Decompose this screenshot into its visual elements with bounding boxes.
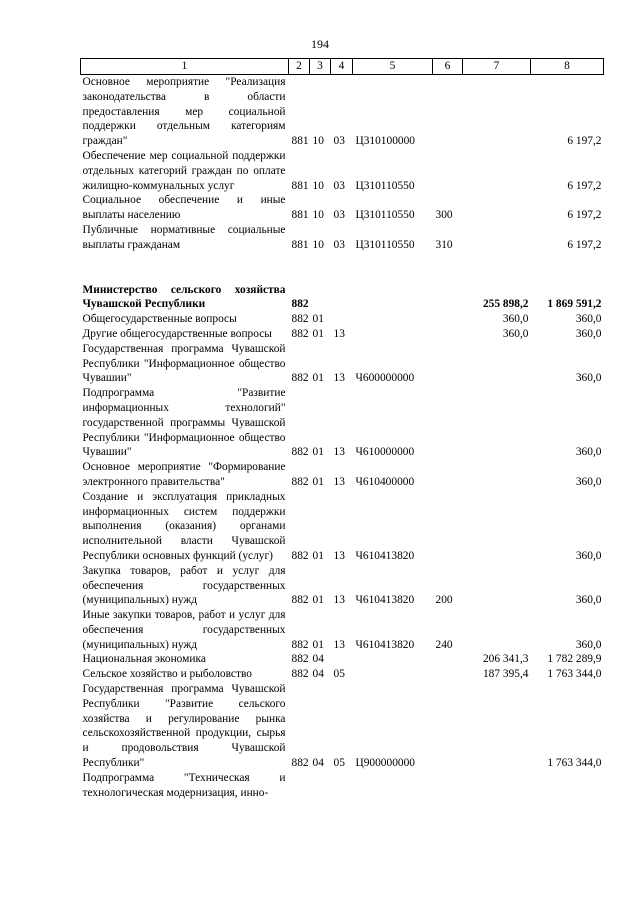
row-section: 01	[312, 372, 324, 385]
row-admin-code: 882	[291, 594, 309, 607]
row-value-col7	[463, 490, 531, 564]
table-row	[81, 771, 604, 801]
row-subsection: 13	[333, 594, 345, 607]
row-value-col7	[463, 75, 531, 149]
row-subsection: 03	[333, 209, 345, 222]
row-admin-code: 882	[291, 549, 309, 562]
row-target-article: Ц310110550	[355, 179, 415, 192]
header-row	[81, 59, 604, 75]
row-value-col8: 1 763 344,0	[547, 757, 602, 770]
table-row	[81, 490, 604, 564]
row-subsection: 05	[333, 757, 345, 770]
table-body	[81, 75, 604, 801]
row-target-article	[353, 667, 433, 682]
row-name: Подпрограмма "Техническая и технологическая модернизация, инно-	[82, 771, 286, 799]
row-expense-type	[433, 327, 463, 342]
row-target-article	[353, 327, 433, 342]
row-target-article: Ч610000000	[355, 446, 415, 459]
row-expense-type	[433, 667, 463, 682]
row-target-article	[353, 771, 433, 801]
page-number: 194	[311, 37, 329, 51]
row-name: Обеспечение мер социальной поддержки отдельных категорий граждан по оплате жилищно-коммунальных услуг	[82, 149, 286, 192]
table-row	[81, 283, 604, 313]
row-expense-type	[433, 342, 463, 386]
row-value-col7	[463, 460, 531, 490]
row-value-col7	[463, 193, 531, 223]
row-section: 10	[312, 209, 324, 222]
row-name: Сельское хозяйство и рыболовство	[82, 668, 252, 681]
row-value-col7	[463, 223, 531, 253]
row-expense-type	[433, 283, 463, 313]
row-name: Министерство сельского хозяйства Чувашской Республики	[82, 283, 286, 311]
column-header: 5	[353, 59, 433, 75]
table-row	[81, 149, 604, 193]
row-value-col8: 360,0	[575, 549, 602, 562]
row-target-article: Ц900000000	[355, 757, 415, 770]
row-expense-type	[433, 386, 463, 460]
row-value-col7	[463, 608, 531, 652]
row-admin-code: 882	[291, 638, 309, 651]
row-section: 04	[312, 653, 324, 666]
table-row	[81, 342, 604, 386]
row-admin-code: 882	[291, 313, 309, 326]
row-value-col8: 1 869 591,2	[547, 298, 602, 311]
row-admin-code: 881	[291, 179, 309, 192]
table-row	[81, 386, 604, 460]
row-value-col7: 255 898,2	[482, 298, 529, 311]
row-name: Подпрограмма "Развитие информационных технологий" государственной программы Чувашской Республики "Информационное общество Чувашии"	[82, 387, 286, 459]
row-section: 01	[312, 638, 324, 651]
row-name: Общегосударственные вопросы	[82, 313, 237, 326]
row-section: 01	[312, 475, 324, 488]
row-target-article: Ц310110550	[355, 238, 415, 251]
column-header: 7	[463, 59, 531, 75]
row-subsection: 13	[333, 638, 345, 651]
table-row	[81, 312, 604, 327]
table-row	[81, 223, 604, 253]
row-admin-code: 882	[291, 475, 309, 488]
table-row	[81, 564, 604, 608]
row-name: Другие общегосударственные вопросы	[82, 327, 272, 340]
row-value-col8: 6 197,2	[567, 135, 602, 148]
row-value-col8: 6 197,2	[567, 209, 602, 222]
row-subsection: 03	[333, 179, 345, 192]
row-admin-code	[289, 771, 310, 801]
row-subsection: 03	[333, 238, 345, 251]
row-target-article: Ц310100000	[355, 135, 415, 148]
column-header: 2	[289, 59, 310, 75]
row-target-article	[353, 652, 433, 667]
row-admin-code: 881	[291, 238, 309, 251]
row-value-col8: 6 197,2	[567, 179, 602, 192]
budget-table	[80, 58, 604, 800]
row-section: 01	[312, 313, 324, 326]
column-header: 4	[331, 59, 353, 75]
row-value-col8: 360,0	[575, 475, 602, 488]
row-expense-type: 240	[435, 638, 453, 651]
column-header: 8	[531, 59, 604, 75]
row-value-col7	[463, 771, 531, 801]
row-section: 01	[312, 594, 324, 607]
row-expense-type: 200	[435, 594, 453, 607]
row-name: Иные закупки товаров, работ и услуг для обеспечения государственных (муниципальных) нужд	[82, 609, 286, 651]
row-name: Основное мероприятие "Формирование электронного правительства"	[82, 461, 286, 488]
column-header: 1	[81, 59, 289, 75]
row-value-col7	[463, 149, 531, 193]
row-target-article: Ч610413820	[355, 638, 415, 651]
row-section: 04	[312, 668, 324, 681]
row-subsection: 13	[333, 446, 345, 459]
row-section	[310, 283, 331, 313]
row-value-col8	[531, 771, 604, 801]
row-expense-type	[433, 149, 463, 193]
row-expense-type	[433, 460, 463, 490]
row-admin-code: 882	[291, 757, 309, 770]
row-target-article: Ч610400000	[355, 475, 415, 488]
row-value-col8: 360,0	[575, 446, 602, 459]
row-value-col8: 360,0	[575, 313, 602, 326]
row-admin-code: 882	[291, 668, 309, 681]
row-name: Публичные нормативные социальные выплаты гражданам	[82, 223, 286, 251]
row-subsection: 13	[333, 475, 345, 488]
row-value-col7: 187 395,4	[482, 668, 529, 681]
row-expense-type	[433, 682, 463, 771]
table-row	[81, 75, 604, 149]
table-row	[81, 193, 604, 223]
row-admin-code: 882	[291, 327, 309, 340]
row-expense-type	[433, 652, 463, 667]
row-expense-type	[433, 75, 463, 149]
row-subsection: 03	[333, 135, 345, 148]
row-admin-code: 882	[291, 653, 309, 666]
row-value-col8: 1 763 344,0	[547, 668, 602, 681]
row-subsection: 13	[333, 372, 345, 385]
row-value-col7	[463, 564, 531, 608]
row-admin-code: 882	[291, 446, 309, 459]
row-section: 01	[312, 327, 324, 340]
row-name: Социальное обеспечение и иные выплаты населению	[82, 194, 286, 222]
row-expense-type	[433, 312, 463, 327]
row-subsection	[331, 652, 353, 667]
column-header: 6	[433, 59, 463, 75]
row-target-article: Ч600000000	[355, 372, 415, 385]
row-expense-type	[433, 771, 463, 801]
row-value-col8: 360,0	[575, 638, 602, 651]
row-value-col8: 360,0	[575, 594, 602, 607]
row-value-col7	[463, 342, 531, 386]
row-name: Создание и эксплуатация прикладных информационных систем поддержки выполнения (оказания) органами исполнительной власти Чувашской Республики основных функций (услуг)	[82, 490, 286, 562]
row-admin-code: 881	[291, 135, 309, 148]
table-row	[81, 682, 604, 771]
table-row	[81, 608, 604, 652]
row-target-article	[353, 312, 433, 327]
row-name: Закупка товаров, работ и услуг для обеспечения государственных (муниципальных) нужд	[82, 564, 286, 607]
row-value-col8: 360,0	[575, 372, 602, 385]
row-subsection: 13	[333, 549, 345, 562]
row-value-col7	[463, 682, 531, 771]
row-name: Государственная программа Чувашской Республики "Развитие сельского хозяйства и регулирование рынка сельскохозяйственной продукции, сырья и продовольствия Чувашской Республики"	[82, 683, 286, 770]
row-subsection	[331, 771, 353, 801]
row-expense-type	[433, 490, 463, 564]
row-section: 10	[312, 179, 324, 192]
table-row	[81, 667, 604, 682]
row-section: 01	[312, 446, 324, 459]
row-name: Государственная программа Чувашской Республики "Информационное общество Чувашии"	[82, 342, 286, 385]
row-name: Национальная экономика	[82, 653, 206, 666]
row-value-col7: 206 341,3	[482, 653, 529, 666]
table-row	[81, 327, 604, 342]
row-value-col8: 6 197,2	[567, 238, 602, 251]
column-header: 3	[310, 59, 331, 75]
row-target-article: Ч610413820	[355, 549, 415, 562]
table-row	[81, 652, 604, 667]
row-admin-code: 882	[291, 372, 309, 385]
row-subsection	[331, 312, 353, 327]
row-value-col7: 360,0	[502, 313, 529, 326]
row-subsection: 05	[333, 668, 345, 681]
row-value-col7: 360,0	[502, 327, 529, 340]
row-value-col7	[463, 386, 531, 460]
row-subsection	[331, 283, 353, 313]
spacer-row	[81, 253, 604, 283]
row-section: 10	[312, 135, 324, 148]
row-target-article	[353, 283, 433, 313]
row-target-article: Ц310110550	[355, 209, 415, 222]
row-section: 04	[312, 757, 324, 770]
table-row	[81, 460, 604, 490]
row-target-article: Ч610413820	[355, 594, 415, 607]
row-admin-code: 882	[291, 298, 309, 311]
row-value-col8: 360,0	[575, 327, 602, 340]
row-admin-code: 881	[291, 209, 309, 222]
row-expense-type: 300	[435, 209, 453, 222]
row-value-col8: 1 782 289,9	[547, 653, 602, 666]
row-expense-type: 310	[435, 238, 453, 251]
row-subsection: 13	[333, 327, 345, 340]
row-section: 01	[312, 549, 324, 562]
row-name: Основное мероприятие "Реализация законодательства в области предоставления мер социальной поддержки отдельным категориям граждан"	[82, 76, 286, 148]
row-section: 10	[312, 238, 324, 251]
row-section	[310, 771, 331, 801]
